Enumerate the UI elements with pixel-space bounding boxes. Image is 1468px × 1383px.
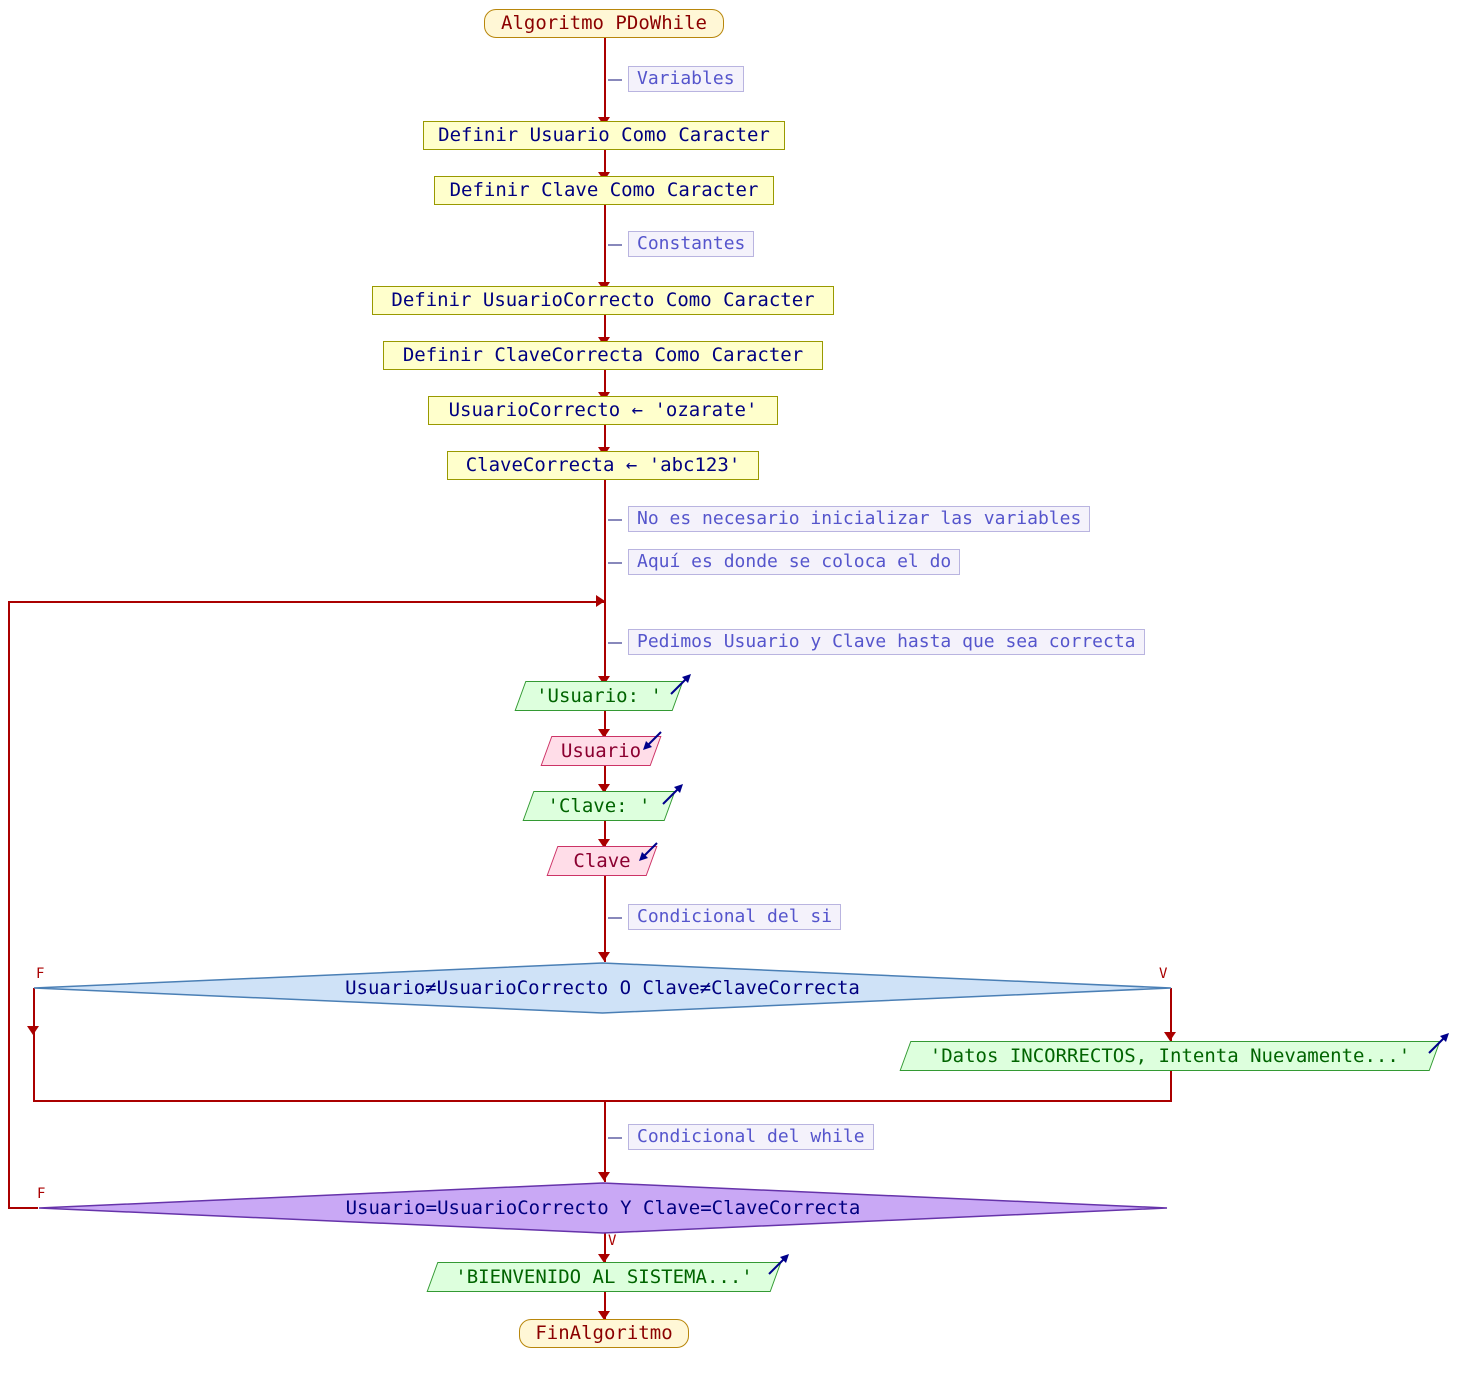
connector-asig2-loopstart [604,480,606,602]
comment-tick [608,79,622,81]
statement-definir-clavecorrecta[interactable] [383,341,823,370]
statement-text: Definir Usuario Como Caracter [438,124,770,146]
comment-tick [608,244,622,246]
connector-merge-to-decision2 [604,1100,606,1182]
connector-in2-decision1 [604,876,606,962]
output-arrow-icon [1426,1031,1452,1057]
start-label: Algoritmo PDoWhile [501,12,707,34]
input-text: Clave [573,850,631,872]
decision1-true-return [1170,1070,1172,1101]
decision-while-true-label: V [608,1233,617,1249]
output-arrow-icon [668,672,694,698]
statement-definir-usuariocorrecto[interactable] [372,286,834,315]
arrow-down [598,1172,610,1181]
output-clave-prompt[interactable] [528,791,670,821]
comment-variables [628,66,744,92]
input-arrow-icon [640,729,666,755]
output-text: 'Datos INCORRECTOS, Intenta Nuevamente...' [929,1045,1411,1067]
statement-text: Definir UsuarioCorrecto Como Caracter [391,289,815,311]
statement-text: UsuarioCorrecto ← 'ozarate' [448,399,758,421]
comment-text: Pedimos Usuario y Clave hasta que sea correcta [637,631,1136,652]
output-arrow-icon [766,1252,792,1278]
decision1-merge-line [33,1100,1172,1102]
comment-pedimos [628,629,1145,655]
output-arrow-icon [660,782,686,808]
comment-text: Condicional del while [637,1126,865,1147]
statement-asignar-usuariocorrecto[interactable] [428,396,778,425]
decision-si[interactable] [33,962,1172,1014]
connector-start-to-def1 [604,38,606,126]
decision-condition-text: Usuario=UsuarioCorrecto Y Clave=ClaveCorrecta [345,1197,861,1219]
connector-loop-to-out1 [604,601,606,687]
output-text: 'Usuario: ' [536,685,662,707]
comment-text: No es necesario inicializar las variables [637,508,1082,529]
output-text: 'BIENVENIDO AL SISTEMA...' [455,1266,753,1288]
end-label: FinAlgoritmo [535,1322,673,1344]
statement-definir-usuario[interactable] [423,121,785,150]
comment-no-inicializar [628,506,1090,532]
connector-def2-def3 [604,205,606,291]
statement-text: ClaveCorrecta ← 'abc123' [465,454,741,476]
arrow-down [27,1026,39,1035]
start-terminator[interactable] [484,9,724,38]
comment-text: Aquí es donde se coloca el do [637,551,952,572]
decision2-false-left [8,1207,38,1209]
comment-tick [608,917,622,919]
decision-condition-text: Usuario≠UsuarioCorrecto O Clave≠ClaveCorrecta [345,977,860,999]
decision-while[interactable] [38,1182,1168,1234]
input-arrow-icon [636,840,662,866]
comment-tick [608,562,622,564]
comment-condicional-si [628,904,841,930]
input-text: Usuario [560,740,642,762]
output-text: 'Clave: ' [547,795,651,817]
comment-tick [608,1137,622,1139]
comment-constantes [628,231,754,257]
loop-back-top [8,601,606,603]
comment-aqui-do [628,549,960,575]
decision-si-false-label: F [36,966,45,982]
comment-condicional-while [628,1124,874,1150]
statement-text: Definir ClaveCorrecta Como Caracter [402,344,804,366]
output-usuario-prompt[interactable] [520,681,678,711]
comment-text: Variables [637,68,735,89]
output-bienvenido[interactable] [432,1262,776,1292]
statement-text: Definir Clave Como Caracter [449,179,759,201]
decision-while-false-label: F [37,1186,46,1202]
decision2-false-up [8,601,10,1208]
statement-definir-clave[interactable] [434,176,774,205]
comment-tick [608,519,622,521]
comment-text: Constantes [637,233,746,254]
comment-text: Condicional del si [637,906,833,927]
comment-tick [608,642,622,644]
arrow-down [598,952,610,961]
end-terminator[interactable] [519,1319,689,1348]
output-datos-incorrectos[interactable] [905,1041,1435,1071]
decision-si-true-label: V [1159,966,1168,982]
statement-asignar-clavecorrecta[interactable] [447,451,759,480]
arrow-down [1164,1032,1176,1041]
